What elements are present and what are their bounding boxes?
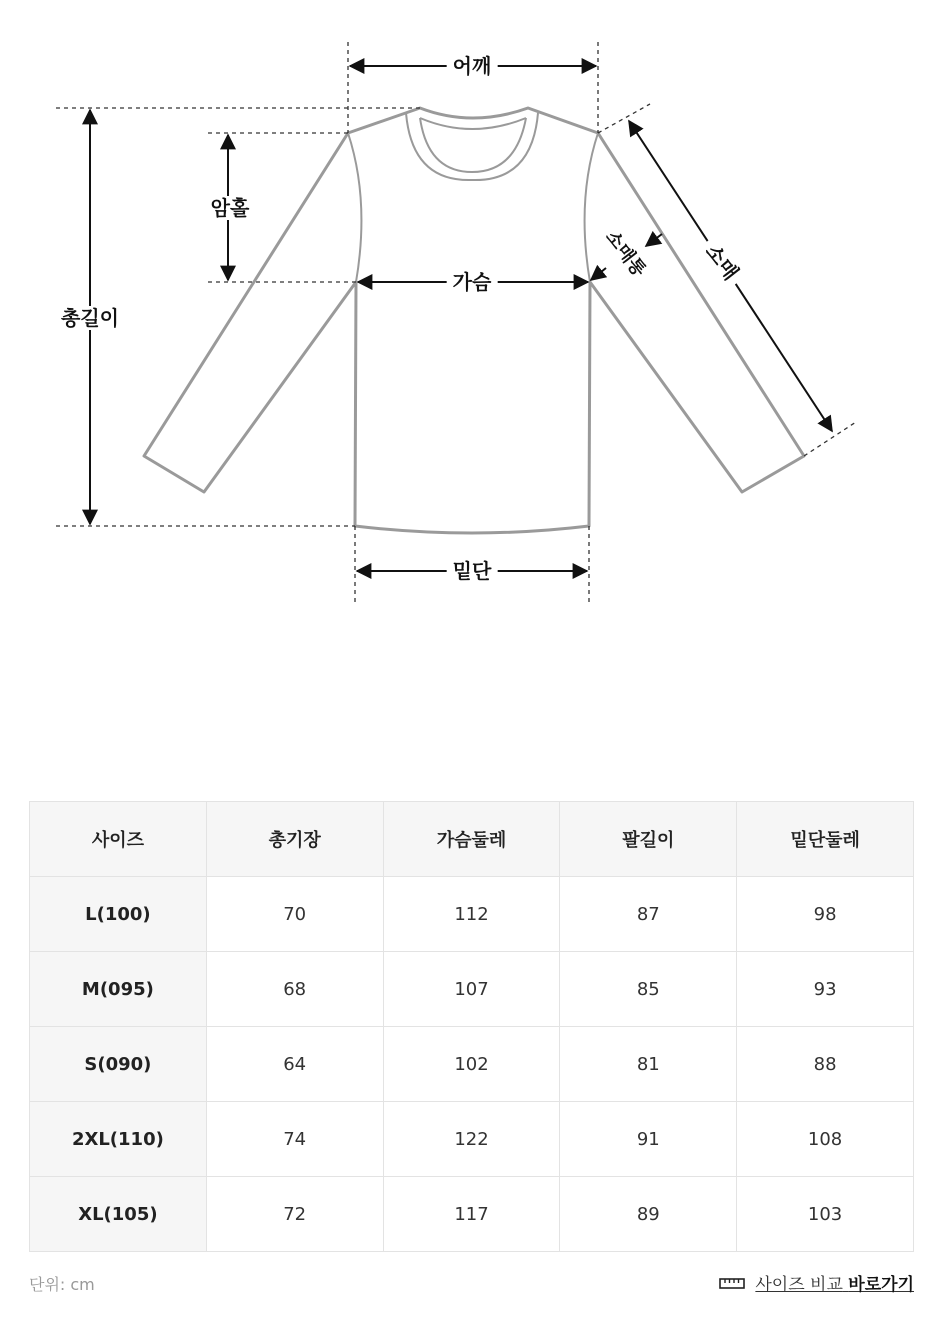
size-table [29, 801, 914, 1252]
cell-hem: 93 [737, 952, 914, 1027]
cell-chest: 112 [383, 877, 560, 952]
cell-arm-length: 91 [560, 1102, 737, 1177]
cell-arm-length: 85 [560, 952, 737, 1027]
header-size: 사이즈 [30, 802, 207, 877]
table-header-row [30, 802, 914, 877]
label-total-length: 총길이 [55, 306, 125, 330]
cell-total-length: 72 [206, 1177, 383, 1252]
size-compare-text[interactable] [755, 1270, 914, 1295]
label-armhole: 암홀 [205, 196, 256, 220]
cell-chest: 122 [383, 1102, 560, 1177]
cell-chest: 107 [383, 952, 560, 1027]
label-shoulder: 어깨 [447, 54, 498, 78]
table-row [30, 1102, 914, 1177]
cell-total-length: 70 [206, 877, 383, 952]
cell-arm-length: 89 [560, 1177, 737, 1252]
header-chest: 가슴둘레 [383, 802, 560, 877]
label-sleeve: 소매 [697, 235, 747, 290]
row-size: XL(105) [30, 1177, 207, 1252]
cell-hem: 98 [737, 877, 914, 952]
unit-label: 단위: cm [29, 1275, 95, 1294]
header-total-length: 총기장 [206, 802, 383, 877]
label-chest: 가슴 [447, 270, 498, 294]
size-compare-go: 바로가기 [848, 1275, 914, 1295]
shirt-outline [144, 108, 804, 533]
row-size: S(090) [30, 1027, 207, 1102]
cell-arm-length: 87 [560, 877, 737, 952]
cell-hem: 108 [737, 1102, 914, 1177]
cell-chest: 117 [383, 1177, 560, 1252]
cell-total-length: 64 [206, 1027, 383, 1102]
guide-lines [56, 42, 856, 602]
size-compare-link[interactable] [719, 1270, 914, 1295]
cell-hem: 103 [737, 1177, 914, 1252]
table-row [30, 877, 914, 952]
cell-total-length: 68 [206, 952, 383, 1027]
cell-hem: 88 [737, 1027, 914, 1102]
cell-chest: 102 [383, 1027, 560, 1102]
row-size: M(095) [30, 952, 207, 1027]
header-hem: 밑단둘레 [737, 802, 914, 877]
label-hem: 밑단 [447, 559, 498, 583]
shirt-diagram [0, 0, 942, 640]
row-size: 2XL(110) [30, 1102, 207, 1177]
cell-arm-length: 81 [560, 1027, 737, 1102]
size-diagram [0, 0, 942, 640]
ruler-icon [719, 1276, 745, 1290]
row-size: L(100) [30, 877, 207, 952]
table-row [30, 1177, 914, 1252]
measure-arrows [90, 66, 832, 571]
cell-total-length: 74 [206, 1102, 383, 1177]
table-row [30, 1027, 914, 1102]
table-footer [29, 1268, 914, 1298]
size-compare-prefix: 사이즈 비교 [755, 1275, 843, 1295]
table-row [30, 952, 914, 1027]
header-arm-length: 팔길이 [560, 802, 737, 877]
label-cuff: 소매통 [601, 226, 650, 281]
